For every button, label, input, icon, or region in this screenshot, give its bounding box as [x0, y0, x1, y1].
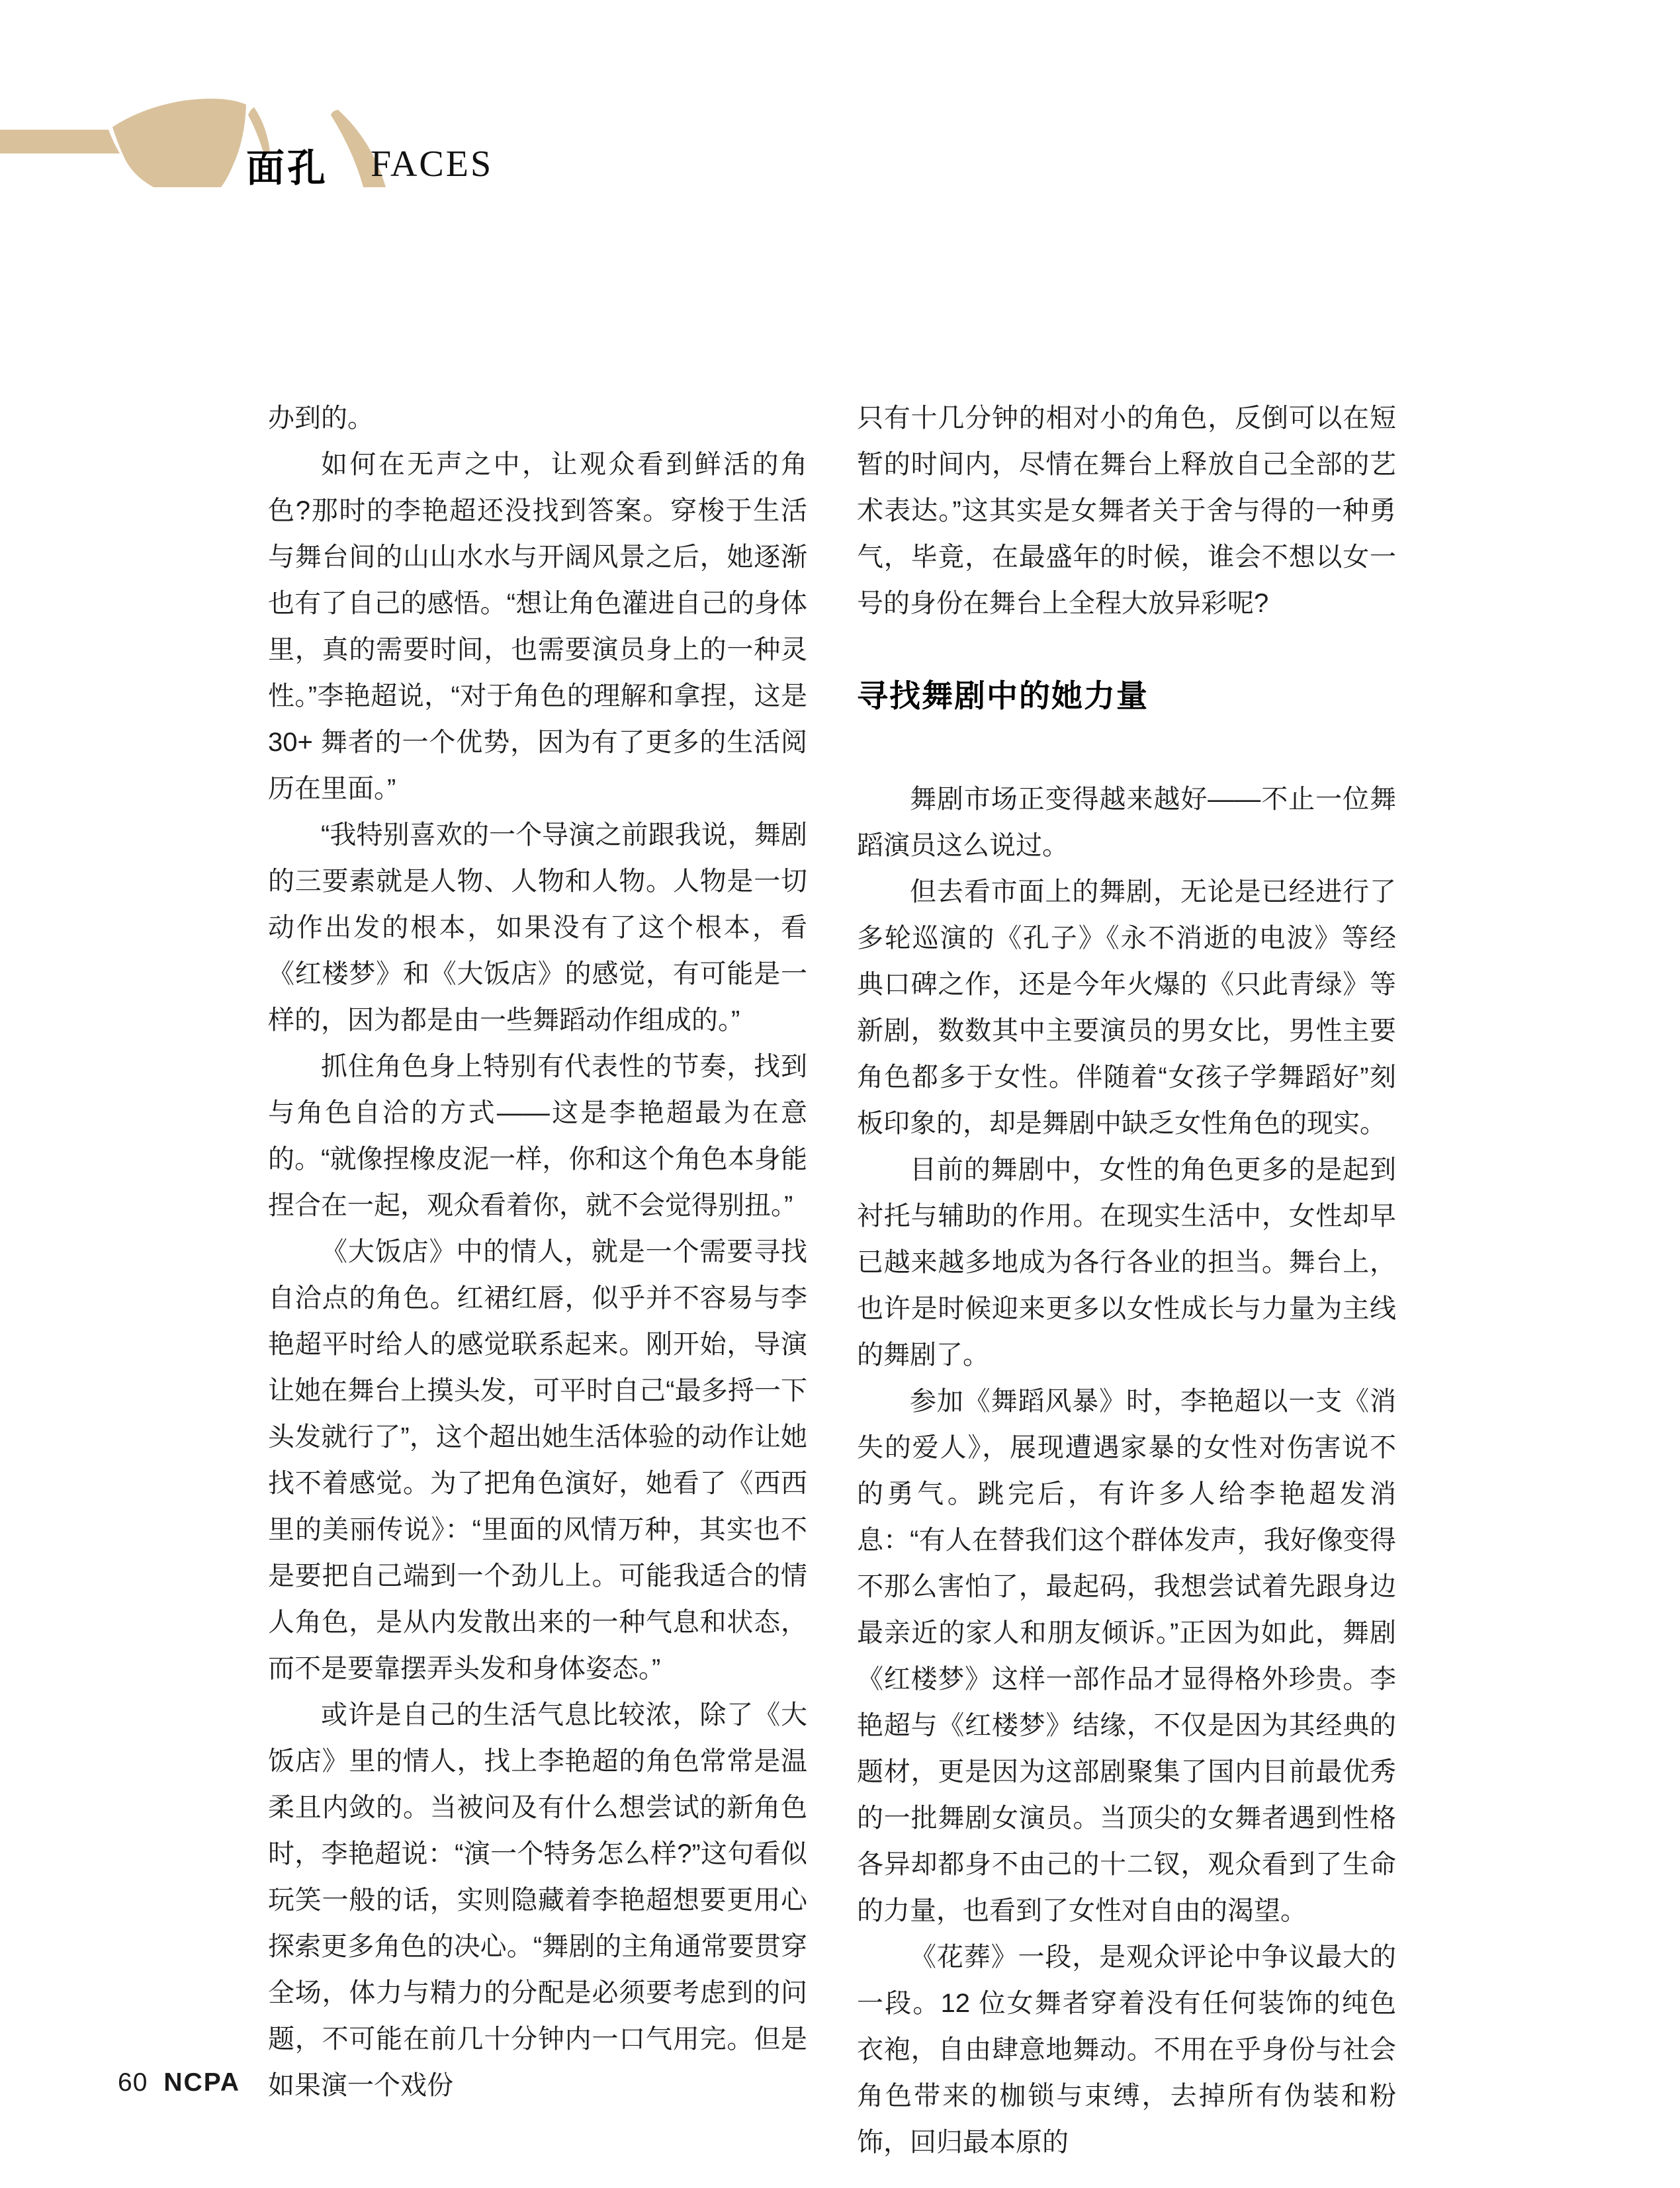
body-paragraph: 《大饭店》中的情人，就是一个需要寻找自洽点的角色。红裙红唇，似乎并不容易与李艳超平时给人的感觉联系起来。刚开始，导演让她在舞台上摸头发，可平时自己“最多捋一下头发就行了”，这个超出她生活体验的动作让她找不着感觉。为了把角色演好，她看了《西西里的美丽传说》：“里面的风情万种，其实也不是要把自己端到一个劲儿上。可能我适合的情人角色，是从内发散出来的一种气息和状态，而不是要靠摆弄头发和身体姿态。” — [268, 1237, 807, 1683]
body-paragraph: 只有十几分钟的相对小的角色，反倒可以在短暂的时间内，尽情在舞台上释放自己全部的艺术表达。”这其实是女舞者关于舍与得的一种勇气，毕竟，在最盛年的时候，谁会不想以女一号的身份在舞台上全程大放异彩呢? — [857, 404, 1396, 618]
section-heading: 寻找舞剧中的她力量 — [857, 678, 1149, 713]
right-text-column — [857, 395, 1396, 2166]
body-paragraph: 《花葬》一段，是观众评论中争议最大的一段。12 位女舞者穿着没有任何装饰的纯色衣袍，自由肆意地舞动。不用在乎身份与社会角色带来的枷锁与束缚，去掉所有伪装和粉饰，回归最本原的 — [857, 1943, 1396, 2157]
header-dome-shape — [112, 99, 246, 187]
left-text-column — [268, 395, 807, 2109]
body-paragraph: 但去看市面上的舞剧，无论是已经进行了多轮巡演的《孔子》《永不消逝的电波》等经典口碑之作，还是今年火爆的《只此青绿》等新剧，数数其中主要演员的男女比，男性主要角色都多于女性。伴随着“女孩子学舞蹈好”刻板印象的，却是舞剧中缺乏女性角色的现实。 — [857, 877, 1396, 1138]
body-paragraph: 抓住角色身上特别有代表性的节奏，找到与角色自洽的方式——这是李艳超最为在意的。“就像捏橡皮泥一样，你和这个角色本身能捏合在一起，观众看着你，就不会觉得别扭。” — [268, 1052, 807, 1220]
page-footer — [118, 2068, 240, 2097]
page-number: 60 — [118, 2068, 148, 2097]
body-paragraph: 舞剧市场正变得越来越好——不止一位舞蹈演员这么说过。 — [857, 785, 1396, 860]
body-paragraph: “我特别喜欢的一个导演之前跟我说，舞剧的三要素就是人物、人物和人物。人物是一切动作出发的根本，如果没有了这个根本，看《红楼梦》和《大饭店》的感觉，有可能是一样的，因为都是由一些舞蹈动作组成的。” — [268, 820, 807, 1035]
right-column-bottom-paragraphs — [857, 776, 1396, 2166]
body-paragraph: 目前的舞剧中，女性的角色更多的是起到衬托与辅助的作用。在现实生活中，女性却早已越来越多地成为各行各业的担当。舞台上，也许是时候迎来更多以女性成长与力量为主线的舞剧了。 — [857, 1155, 1396, 1370]
right-column-top-paragraphs — [857, 395, 1396, 627]
section-label-cn: 面孔 — [246, 147, 329, 190]
magazine-brand: NCPA — [163, 2068, 241, 2097]
body-paragraph: 或许是自己的生活气息比较浓，除了《大饭店》里的情人，找上李艳超的角色常常是温柔且内敛的。当被问及有什么想尝试的新角色时，李艳超说：“演一个特务怎么样?”这句看似玩笑一般的话，实则隐藏着李艳超想要更用心探索更多角色的决心。“舞剧的主角通常要贯穿全场，体力与精力的分配是必须要考虑到的问题，不可能在前几十分钟内一口气用完。但是如果演一个戏份 — [268, 1700, 807, 2100]
body-paragraph: 办到的。 — [268, 404, 374, 433]
header-bar-shape — [0, 130, 120, 153]
body-paragraph: 如何在无声之中，让观众看到鲜活的角色?那时的李艳超还没找到答案。穿梭于生活与舞台间的山山水水与开阔风景之后，她逐渐也有了自己的感悟。“想让角色灌进自己的身体里，真的需要时间，也需要演员身上的一种灵性。”李艳超说，“对于角色的理解和拿捏，这是 30+ 舞者的一个优势，因为有了更多的生活阅历在里面。” — [268, 450, 807, 803]
section-label-en: FACES — [371, 144, 494, 185]
header-swoosh-graphic — [0, 93, 410, 202]
body-paragraph: 参加《舞蹈风暴》时，李艳超以一支《消失的爱人》，展现遭遇家暴的女性对伤害说不的勇气。跳完后，有许多人给李艳超发消息：“有人在替我们这个群体发声，我好像变得不那么害怕了，最起码，我想尝试着先跟身边最亲近的家人和朋友倾诉。”正因为如此，舞剧《红楼梦》这样一部作品才显得格外珍贵。李艳超与《红楼梦》结缘，不仅是因为其经典的题材，更是因为这部剧聚集了国内目前最优秀的一批舞剧女演员。当顶尖的女舞者遇到性格各异却都身不由己的十二钗，观众看到了生命的力量，也看到了女性对自由的渴望。 — [857, 1387, 1396, 1925]
